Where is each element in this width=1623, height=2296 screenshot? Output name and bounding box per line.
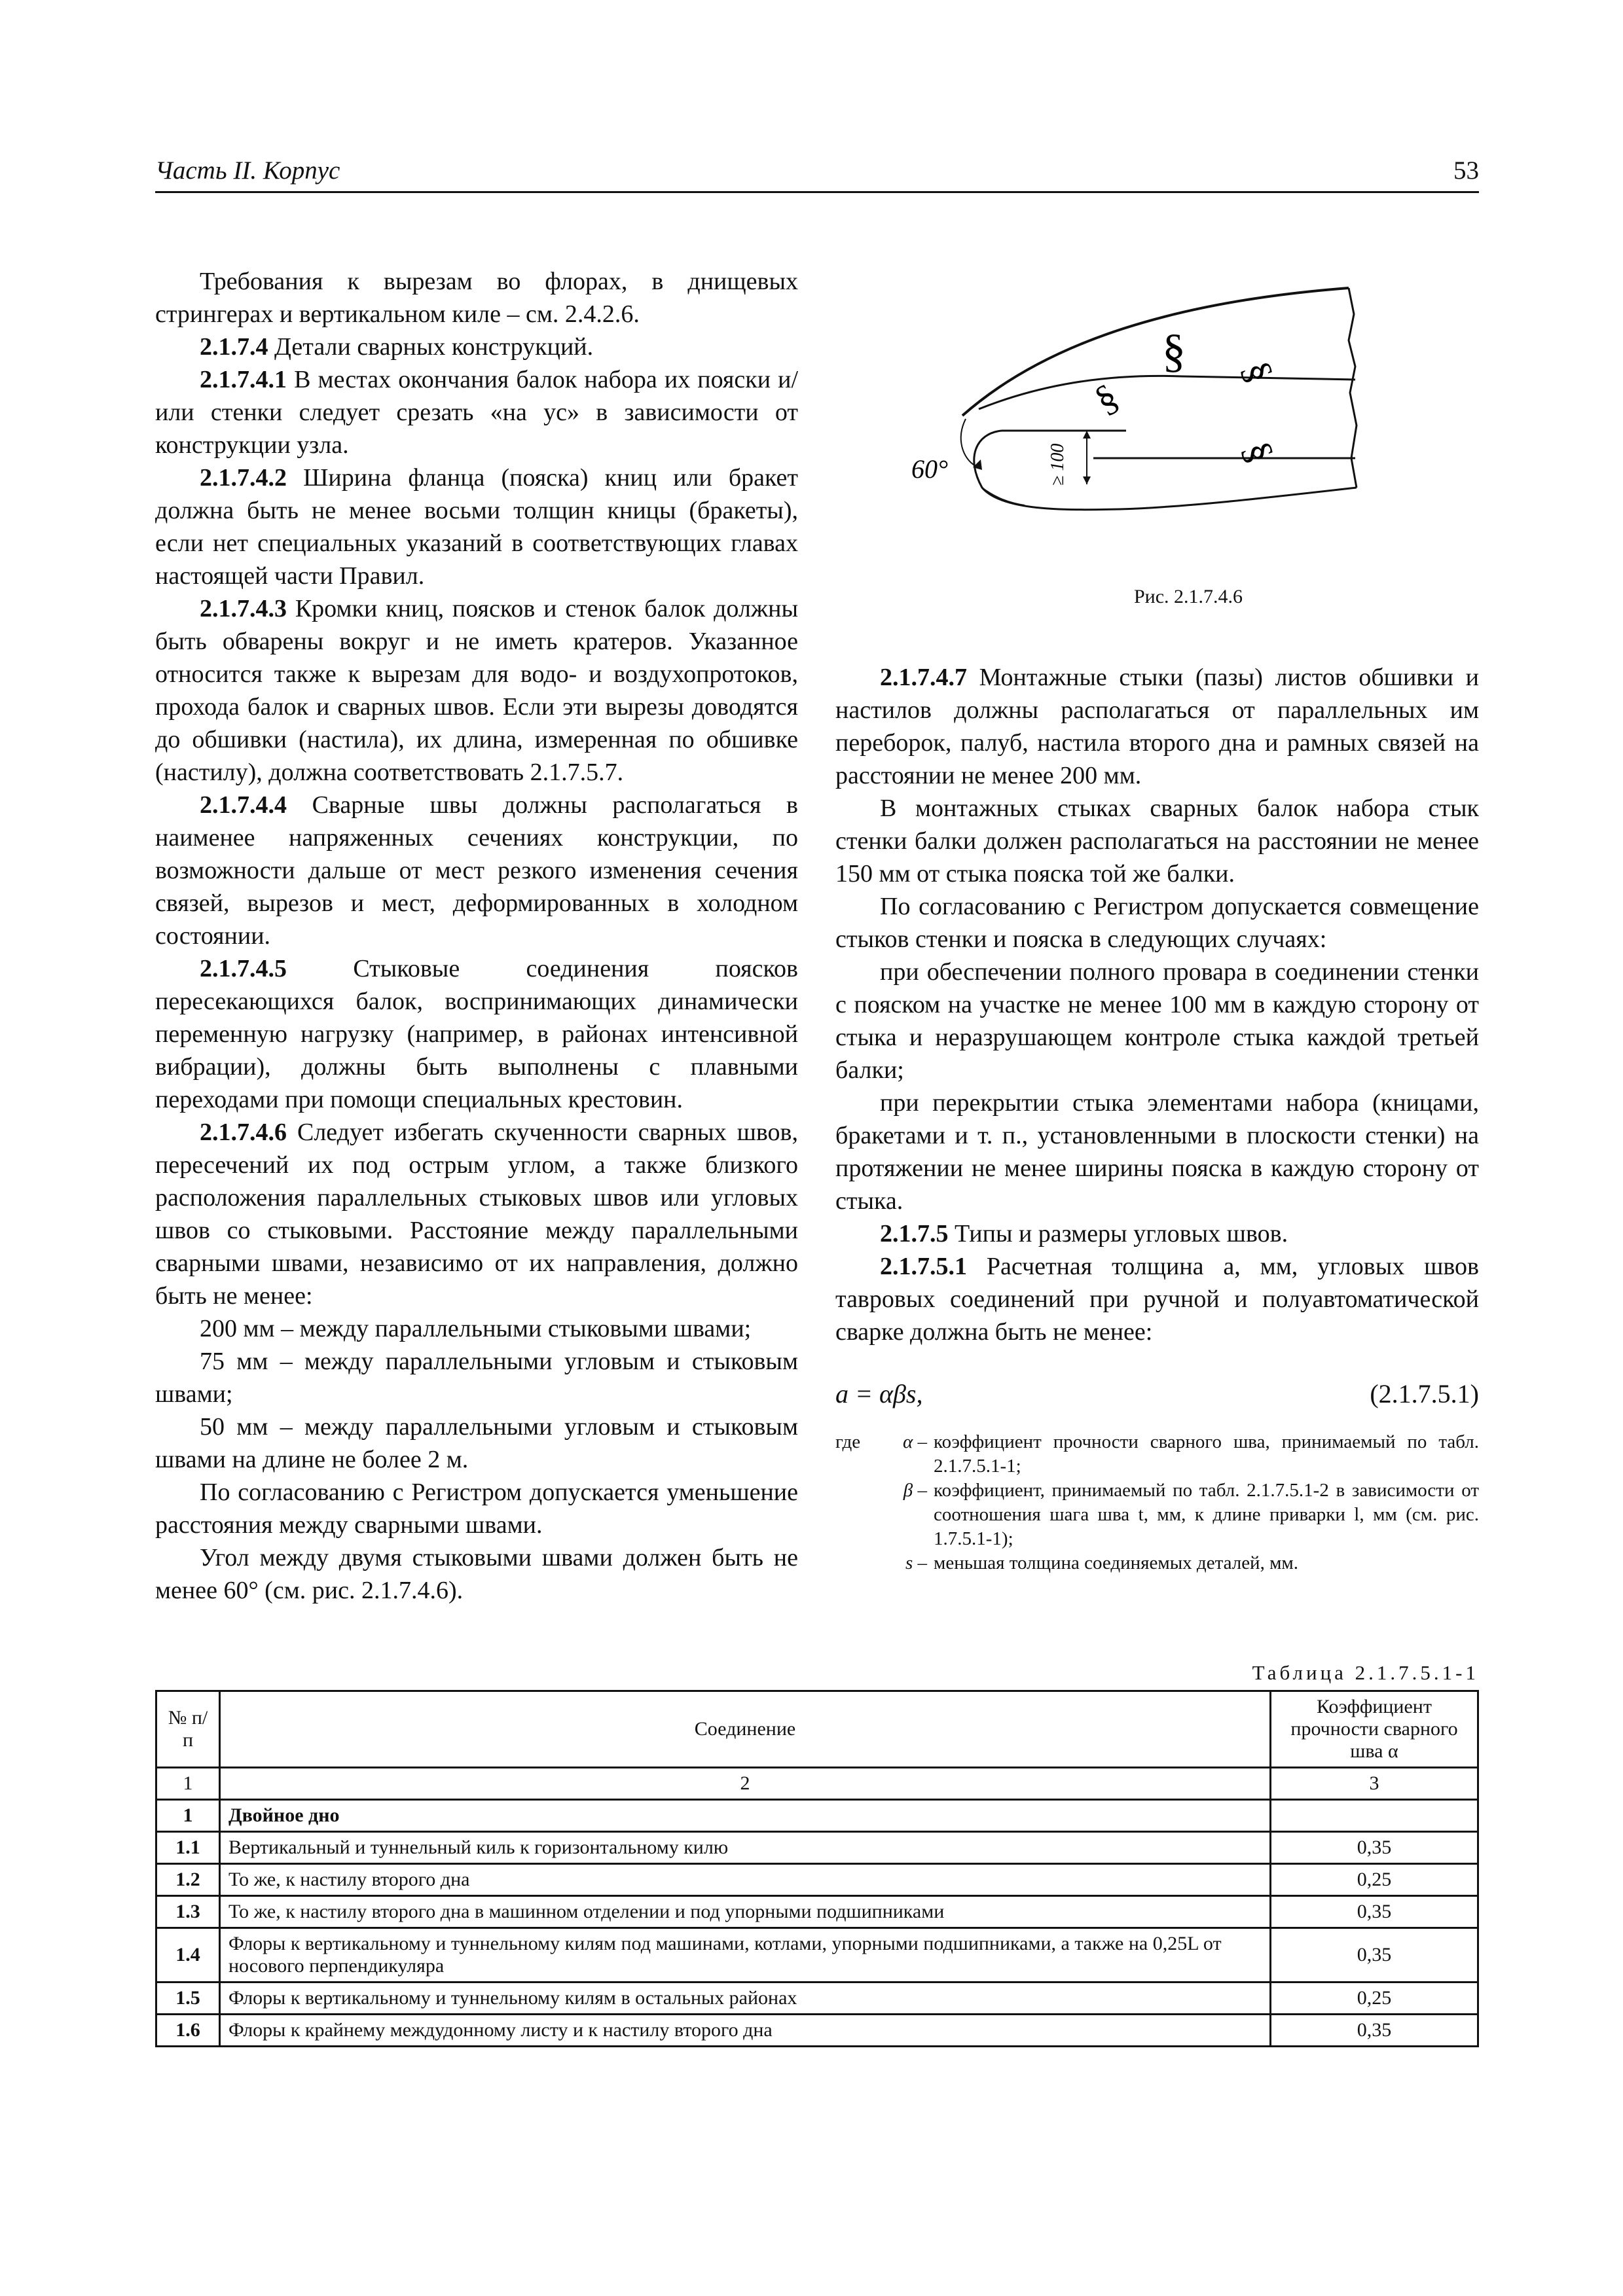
paragraph xyxy=(155,1541,798,1607)
running-title: Часть II. Корпус xyxy=(155,156,340,185)
paragraph-text: Расчетная толщина a, мм, угловых швов тавровых соединений при ручной и полуавтоматической сварке должна быть не менее: xyxy=(835,1253,1479,1346)
legend-symbol: α – xyxy=(903,1431,927,1452)
legend-symbol: s – xyxy=(905,1552,927,1573)
row-coefficient: 0,35 xyxy=(1271,2015,1478,2047)
row-number: 1.1 xyxy=(156,1832,220,1864)
paragraph xyxy=(835,956,1479,1086)
header-cell: № п/п xyxy=(156,1691,220,1768)
paragraph xyxy=(155,331,798,363)
dimension-label: ≥ 100 xyxy=(1048,443,1068,486)
paragraph xyxy=(155,1312,798,1345)
formula-expression: a = αβs, xyxy=(835,1379,923,1408)
table-row xyxy=(156,1982,1478,2015)
paragraph-text: Детали сварных конструкций. xyxy=(274,333,594,361)
row-number: 1.3 xyxy=(156,1896,220,1928)
paragraph xyxy=(155,1476,798,1541)
paragraph xyxy=(155,592,798,789)
paragraph-text: По согласованию с Регистром допускается уменьшение расстояния между сварными швами. xyxy=(155,1479,798,1539)
paragraph-text: В монтажных стыках сварных балок набора стык стенки балки должен располагаться на расстоянии не менее 150 мм от стыка пояска той же балки. xyxy=(835,795,1479,888)
figure-weld-angle xyxy=(903,262,1401,537)
right-column xyxy=(835,661,1479,1575)
paragraph-text: при перекрытии стыка элементами набора (кницами, бракетами и т. п., установленными в плоскости стенки) на протяжении не менее ширины пояска в каждую сторону от стыка. xyxy=(835,1089,1479,1215)
table-row xyxy=(156,1864,1478,1896)
row-connection: Флоры к вертикальному и туннельному килям под машинами, котлами, упорными подшипниками, а также на 0,25L от носового перпендикуляра xyxy=(220,1928,1271,1982)
clause-number: 2.1.7.4.4 xyxy=(200,791,287,819)
header-cell: Коэффициент прочности сварного шва α xyxy=(1271,1691,1478,1768)
legend-item xyxy=(835,1430,1479,1479)
paragraph xyxy=(155,1116,798,1312)
paragraph-text: Типы и размеры угловых швов. xyxy=(955,1220,1288,1247)
paragraph xyxy=(835,1086,1479,1217)
paragraph xyxy=(155,1345,798,1410)
row-number: 1.2 xyxy=(156,1864,220,1896)
paragraph-text: По согласованию с Регистром допускается совмещение стыков стенки и пояска в следующих случаях: xyxy=(835,893,1479,953)
formula-legend xyxy=(835,1430,1479,1575)
table-row xyxy=(156,2015,1478,2047)
paragraph-text: Монтажные стыки (пазы) листов обшивки и настилов должны располагаться от параллельных им переборок, палуб, настила второго дна и рамных связей на расстоянии не менее 200 мм. xyxy=(835,664,1479,789)
paragraph-text: Сварные швы должны располагаться в наименее напряженных сечениях конструкции, по возможности дальше от мест резкого изменения сечения связей, вырезов и мест, деформированных в холодном состоянии. xyxy=(155,791,798,950)
clause-number: 2.1.7.4.3 xyxy=(200,595,287,622)
legend-text: меньшая толщина соединяемых деталей, мм. xyxy=(934,1552,1299,1573)
table-row xyxy=(156,1896,1478,1928)
paragraph-text: 50 мм – между параллельными угловым и стыковым швами на длине не более 2 м. xyxy=(155,1413,798,1473)
row-number: 1.6 xyxy=(156,2015,220,2047)
table-row xyxy=(156,1832,1478,1864)
header-cell: Соединение xyxy=(220,1691,1271,1768)
paragraph-text: при обеспечении полного провара в соединении стенки с пояском на участке не менее 100 мм в каждую сторону от стыка и неразрушающем контроле стыка каждой третьей балки; xyxy=(835,958,1479,1084)
table-row xyxy=(156,1800,1478,1832)
legend-item xyxy=(835,1479,1479,1551)
paragraph xyxy=(835,1217,1479,1250)
weld-symbol-icon: § xyxy=(1235,436,1283,469)
clause-number: 2.1.7.5.1 xyxy=(880,1253,967,1280)
header-rule xyxy=(155,191,1479,193)
figure-caption: Рис. 2.1.7.4.6 xyxy=(1133,586,1243,607)
paragraph xyxy=(155,789,798,952)
legend-lead: где xyxy=(835,1431,861,1452)
right-column-paragraphs xyxy=(835,661,1479,1348)
row-connection: Флоры к вертикальному и туннельному килям в остальных районах xyxy=(220,1982,1271,2015)
weld-symbol-icon: § xyxy=(1087,374,1125,422)
table-header-row xyxy=(156,1691,1478,1768)
legend-text: коэффициент прочности сварного шва, принимаемый по табл. 2.1.7.5.1-1; xyxy=(934,1431,1479,1477)
paragraph xyxy=(835,792,1479,890)
paragraph-text: Следует избегать скученности сварных швов, пересечений их под острым углом, а также близкого расположения параллельных стыковых швов или угловых швов со стыковыми. Расстояние между параллельными сварными швами, независимо от их направления, должно быть не менее: xyxy=(155,1119,799,1310)
row-coefficient: 0,25 xyxy=(1271,1982,1478,2015)
page-number: 53 xyxy=(1453,156,1479,185)
row-connection: Вертикальный и туннельный киль к горизонтальному килю xyxy=(220,1832,1271,1864)
paragraph xyxy=(155,952,798,1116)
clause-number: 2.1.7.4.5 xyxy=(200,955,287,982)
legend-lead xyxy=(835,1479,894,1551)
index-cell: 1 xyxy=(156,1768,220,1800)
legend-item xyxy=(835,1551,1479,1575)
paragraph xyxy=(155,363,798,461)
weld-diagram xyxy=(903,262,1401,537)
row-coefficient: 0,35 xyxy=(1271,1896,1478,1928)
row-number: 1.5 xyxy=(156,1982,220,2015)
index-cell: 3 xyxy=(1271,1768,1478,1800)
clause-number: 2.1.7.5 xyxy=(880,1220,949,1247)
clause-number: 2.1.7.4.7 xyxy=(880,664,967,691)
legend-text: коэффициент, принимаемый по табл. 2.1.7.5.1-2 в зависимости от соотношения шага шва t, мм, к длине приварки l, мм (см. рис. 1.7.5.1-1); xyxy=(934,1480,1479,1549)
row-number: 1 xyxy=(156,1800,220,1832)
formula xyxy=(835,1378,1479,1410)
paragraph-text: Требования к вырезам во флорах, в днищевых стрингерах и вертикальном киле – см. 2.4.2.6. xyxy=(155,268,798,328)
paragraph xyxy=(155,461,798,592)
clause-number: 2.1.7.4.2 xyxy=(200,464,287,492)
paragraph xyxy=(835,1250,1479,1348)
paragraph-text: Стыковые соединения поясков пересекающихся балок, воспринимающих динамически переменную нагрузку (например, в районах интенсивной вибрации), должны быть выполнены с плавными переходами при помощи специальных крестовин. xyxy=(155,955,798,1113)
legend-lead xyxy=(835,1551,894,1575)
weld-coefficient-table xyxy=(155,1690,1479,2047)
paragraph-text: Угол между двумя стыковыми швами должен быть не менее 60° (см. рис. 2.1.7.4.6). xyxy=(155,1544,798,1604)
row-connection: То же, к настилу второго дна в машинном отделении и под упорными подшипниками xyxy=(220,1896,1271,1928)
clause-number: 2.1.7.4.6 xyxy=(200,1119,287,1146)
formula-number: (2.1.7.5.1) xyxy=(1370,1379,1479,1408)
row-connection: То же, к настилу второго дна xyxy=(220,1864,1271,1896)
table-index-row xyxy=(156,1768,1478,1800)
weld-symbol-icon: § xyxy=(1162,325,1186,377)
weld-symbol-icon: § xyxy=(1235,355,1282,389)
paragraph-text: 200 мм – между параллельными стыковыми швами; xyxy=(200,1315,752,1342)
clause-number: 2.1.7.4.1 xyxy=(200,366,287,393)
paragraph xyxy=(155,265,798,331)
row-coefficient: 0,25 xyxy=(1271,1864,1478,1896)
index-cell: 2 xyxy=(220,1768,1271,1800)
table-title: Таблица 2.1.7.5.1-1 xyxy=(1252,1661,1479,1684)
row-coefficient xyxy=(1271,1800,1478,1832)
angle-label: 60° xyxy=(911,454,948,484)
row-coefficient: 0,35 xyxy=(1271,1928,1478,1982)
legend-symbol: β – xyxy=(903,1480,927,1501)
row-number: 1.4 xyxy=(156,1928,220,1982)
paragraph-text: Кромки книц, поясков и стенок балок должны быть обварены вокруг и не иметь кратеров. Указанное относится также к вырезам для водо- и воздухопротоков, прохода балок и сварных швов. Если эти вырезы доводятся до обшивки (настила), их длина, измеренная по обшивке (настилу), должна соответствовать 2.1.7.5.7. xyxy=(155,595,799,786)
paragraph-text: 75 мм – между параллельными угловым и стыковым швами; xyxy=(155,1348,798,1408)
paragraph xyxy=(835,890,1479,956)
row-coefficient: 0,35 xyxy=(1271,1832,1478,1864)
paragraph xyxy=(835,661,1479,792)
row-connection: Двойное дно xyxy=(220,1800,1271,1832)
clause-number: 2.1.7.4 xyxy=(200,333,268,361)
table-row xyxy=(156,1928,1478,1982)
paragraph-text: Ширина фланца (пояска) книц или бракет должна быть не менее восьми толщин кницы (бракеты), если нет специальных указаний в соответствующих главах настоящей части Правил. xyxy=(155,464,799,590)
left-column xyxy=(155,265,798,1607)
paragraph-text: В местах окончания балок набора их пояски и/или стенки следует срезать «на ус» в зависимости от конструкции узла. xyxy=(155,366,799,459)
row-connection: Флоры к крайнему междудонному листу и к настилу второго дна xyxy=(220,2015,1271,2047)
paragraph xyxy=(155,1410,798,1476)
